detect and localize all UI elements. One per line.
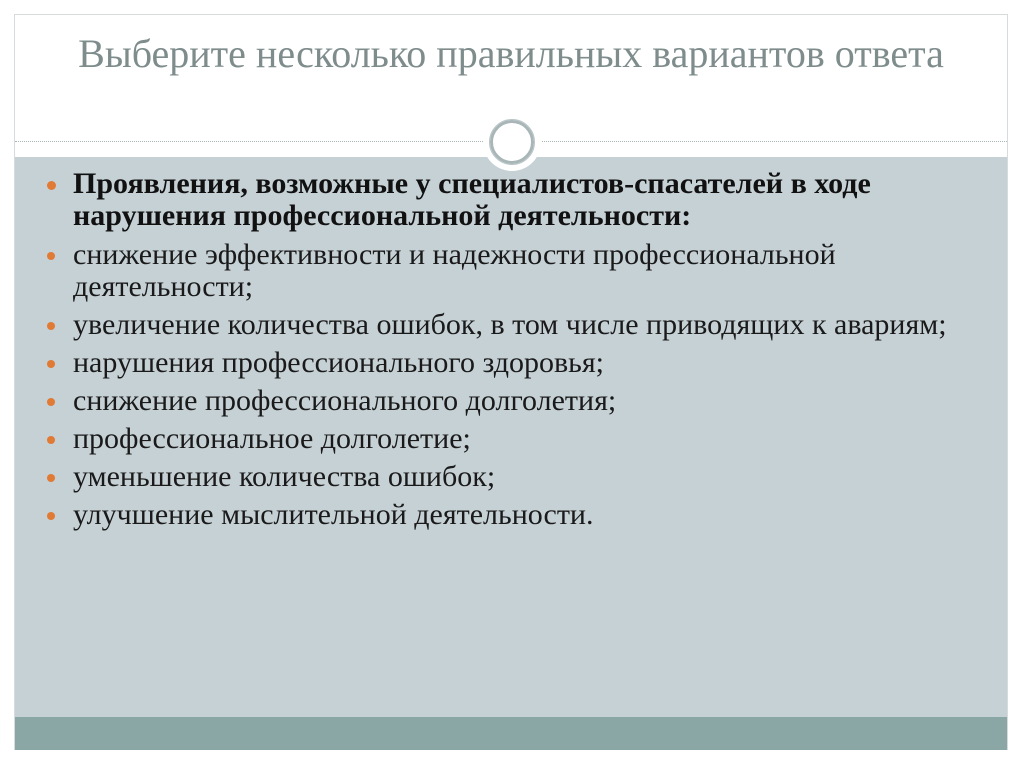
list-item-text: уменьшение количества ошибок; bbox=[73, 460, 496, 493]
footer-bar bbox=[15, 717, 1007, 750]
bullet-dot-icon bbox=[47, 322, 55, 330]
bullet-dot-icon bbox=[47, 436, 55, 444]
bullet-dot-icon bbox=[47, 398, 55, 406]
bullet-dot-icon bbox=[47, 512, 55, 520]
list-item-text: улучшение мыслительной деятельности. bbox=[73, 498, 594, 531]
list-item bbox=[43, 385, 983, 417]
list-item bbox=[43, 239, 983, 303]
answer-list bbox=[43, 168, 983, 537]
bullet-dot-icon bbox=[47, 360, 55, 368]
list-item bbox=[43, 499, 983, 531]
heading-text: Проявления, возможные у специалистов-спасателей в ходе нарушения профессиональной деятельности: bbox=[73, 167, 871, 232]
list-item bbox=[43, 347, 983, 379]
list-item-text: профессиональное долголетие; bbox=[73, 422, 471, 455]
list-item-text: снижение профессионального долголетия; bbox=[73, 384, 617, 417]
list-item-text: снижение эффективности и надежности профессиональной деятельности; bbox=[73, 238, 836, 303]
list-heading bbox=[43, 168, 983, 232]
list-item-text: нарушения профессионального здоровья; bbox=[73, 346, 604, 379]
circle-ornament-inner-ring bbox=[489, 119, 535, 165]
list-item bbox=[43, 309, 983, 341]
bullet-dot-icon bbox=[47, 252, 55, 260]
list-item-text: увеличение количества ошибок, в том числе приводящих к авариям; bbox=[73, 308, 947, 341]
list-item bbox=[43, 461, 983, 493]
bullet-dot-icon bbox=[47, 474, 55, 482]
list-item bbox=[43, 423, 983, 455]
bullet-dot-icon bbox=[47, 181, 56, 190]
slide-title: Выберите несколько правильных вариантов ответа bbox=[78, 31, 944, 76]
